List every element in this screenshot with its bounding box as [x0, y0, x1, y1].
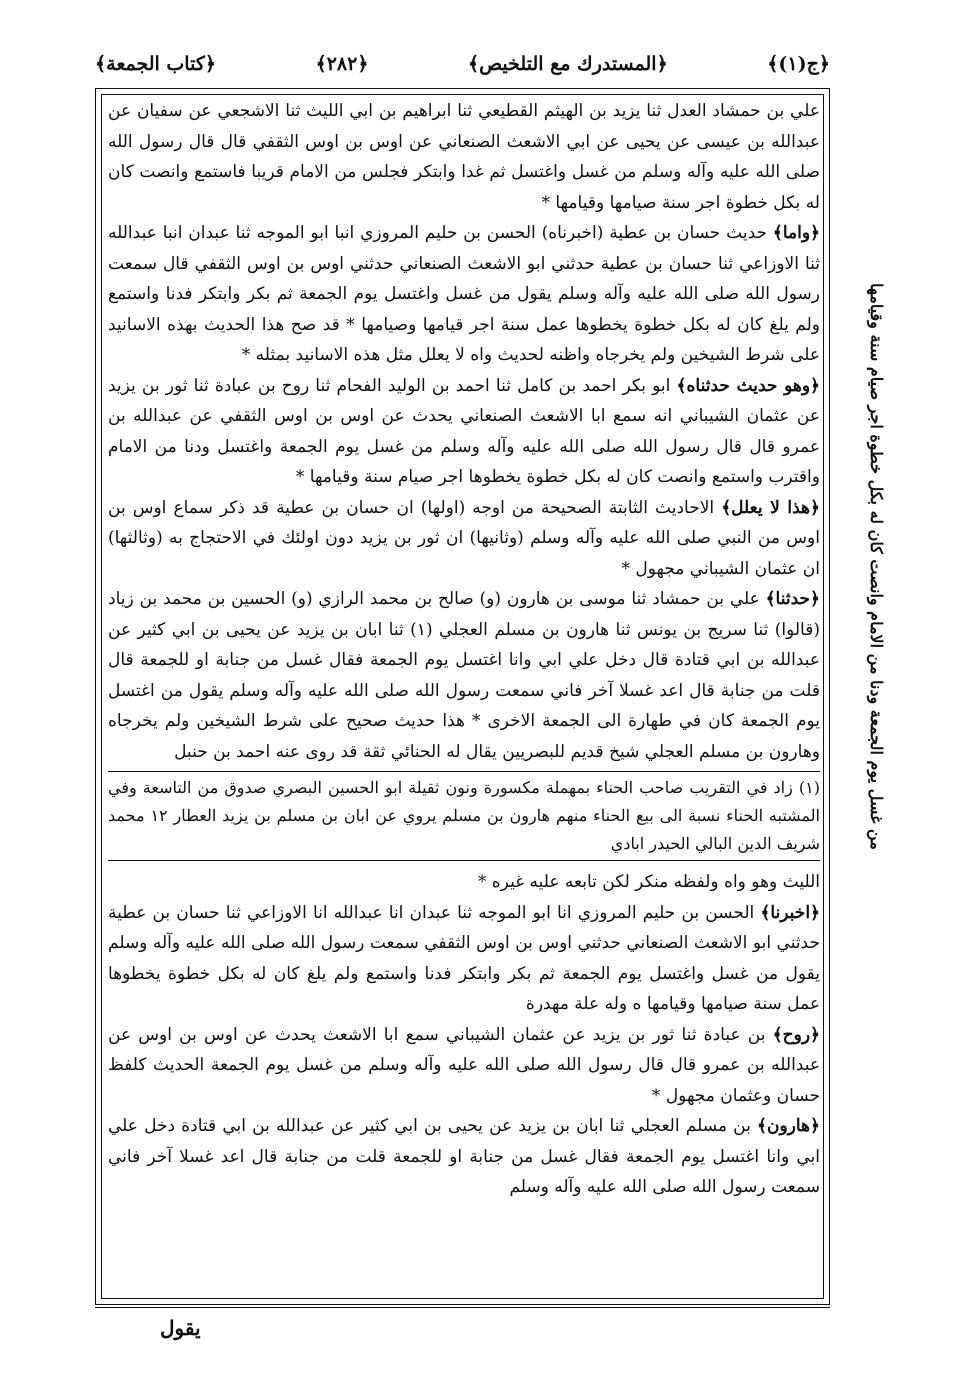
running-header [95, 42, 830, 86]
main-text [108, 96, 820, 1203]
summary-lead: ﴿هارون﴾ [757, 1116, 820, 1136]
summary-text: بن مسلم العجلي ثنا ابان بن يزيد عن يحيى بن ابي كثير عن عبدالله بن ابي قتادة دخل علي ابي وانا اغتسل يوم الجمعة فقال غسل من جنابة او للجمعة قلت من جنابة قال اعد غسلا آخر فاني سمعت رسول الله صلى الله عليه وآله وسلم [108, 1116, 820, 1197]
paragraph-continuation: الليث وهو واه ولفظه منكر لكن تابعه عليه غيره * [477, 872, 820, 892]
bottom-rule [95, 1307, 830, 1308]
volume-label: ﴿ج(١)﴾ [767, 53, 830, 75]
paragraph [108, 584, 820, 767]
margin-note: من غسل يوم الجمعة ودنا من الامام وانصت كان له بكل خطوة اجر صيام سنة وقيامها [867, 283, 886, 850]
summary-lead: ﴿روح﴾ [772, 1024, 820, 1045]
summary-lead: ﴿اخبرنا﴾ [760, 902, 820, 923]
paragraph-lead: ﴿حدثنا﴾ [765, 589, 820, 609]
paragraph-lead: ﴿وهو حديث حدثناه﴾ [676, 375, 821, 396]
summary-entry [108, 1020, 820, 1112]
summary-entry [108, 1111, 820, 1203]
footnote-block [108, 771, 820, 861]
paragraph-text: حديث حسان بن عطية (اخبرناه) الحسن بن حليم المروزي انبا ابو الموجه ثنا عبدان انبا عبدالله ثنا الاوزاعي ثنا حسان بن عطية حدثني ابو الاشعث الصنعاني حدثني اوس بن اوس الثقفي قال سمعت رسول الله صلى الله عليه وآله وسلم يقول من غسل واغتسل يوم الجمعة ثم بكر وابتكر فدنا واستمع ولم يلغ كان له بكل خطوة يخطوها عمل سنة اجر قيامها وصيامها * قد صح هذا الحديث بهذه الاسانيد على شرط الشيخين ولم يخرجاه واظنه لحديث واه لا يعلل مثل هذه الاسانيد بمثله * [108, 223, 820, 365]
paragraph-text: علي بن حمشاد ثنا موسى بن هارون (و) صالح بن محمد الرازي (و) الحسين بن محمد بن زياد (قالوا) ثنا سريج بن يونس ثنا هارون بن مسلم العجلي (١) ثنا ابان بن يزيد عن يحيى بن ابي كثير عن عبدالله بن ابي قتادة قال دخل علي ابي وانا اغتسل يوم الجمعة فقال غسل من جنابة او للجمعة قال قلت من جنابة قال اعد غسلا آخر فاني سمعت رسول الله صلى الله عليه وآله وسلم يقول من اغتسل يوم الجمعة كان في طهارة الى الجمعة الاخرى * هذا حديث صحيح على شرط الشيخين ولم يخرجاه وهارون بن مسلم العجلي شيخ قديم للبصريين يقال له الحنائي ثقة قد روى عنه احمد بن حنبل [108, 589, 820, 762]
paragraph [108, 371, 820, 493]
paragraph-text: علي بن حمشاد العدل ثنا يزيد بن الهيثم القطيعي ثنا ابراهيم بن ابي الليث ثنا الاشجعي عن سفيان عن عبدالله بن عيسى عن يحيى عن ابي الاشعث الصنعاني عن اوس بن اوس الثقفي قال قال رسول الله صلى الله عليه وآله وسلم من غسل واغتسل ثم غدا وابتكر فجلس من الامام قريبا فاستمع وانصت كان له بكل خطوة اجر سنة صيامها وقيامها * [108, 101, 820, 213]
summary-entry [108, 898, 820, 1020]
summary-text: بن عبادة ثنا ثور بن يزيد عن عثمان الشيباني سمع ابا الاشعث يحدث عن اوس بن اوس عن عبدالله بن عمرو قال قال رسول الله صلى الله عليه وآله وسلم من غسل يوم الجمعة الحديث كلفظ حسان وعثمان مجهول * [108, 1024, 820, 1106]
paragraph [108, 96, 820, 218]
paragraph [108, 493, 820, 585]
page-number: ﴿٢٨٢﴾ [315, 53, 369, 75]
chapter-title: ﴿كتاب الجمعة﴾ [95, 53, 217, 75]
book-title: ﴿المستدرك مع التلخيص﴾ [468, 53, 668, 75]
paragraph-text: ابو بكر احمد بن كامل ثنا احمد بن الوليد الفحام ثنا روح بن عبادة ثنا ثور بن يزيد عن عثمان الشيباني انه سمع ابا الاشعث الصنعاني يحدث عن اوس بن اوس الثقفي عن عبدالله بن عمرو قال قال رسول الله صلى الله عليه وآله وسلم من غسل يوم الجمعة واغتسل ودنا من الامام واقترب واستمع وانصت كان له بكل خطوة يخطوها اجر صيام سنة وقيامها * [108, 375, 820, 487]
paragraph [108, 218, 820, 371]
footnote: (١) زاد في التقريب صاحب الحناء بمهملة مكسورة ونون ثقيلة ابو الحسين البصري صدوق من التاسعة وفي المشتبه الحناء نسبة الى بيع الحناء منهم هارون بن مسلم يروي عن ابان بن مسلم بن يزيد العطار ١٢ محمد شريف الدين البالي الحيدر ابادي [108, 778, 820, 853]
summary-text: الحسن بن حليم المروزي انا ابو الموجه ثنا عبدان انا عبدالله انا الاوزاعي ثنا حسان بن عطية حدثني ابو الاشعث الصنعاني حدثني اوس بن اوس الثقفي سمعت رسول الله صلى الله عليه وآله وسلم يقول من غسل واغتسل يوم الجمعة ثم بكر وابتكر فدنا واستمع ولم يلغ كان له بكل خطوة يخطوها عمل سنة صيامها وقيامها ه وله علة مهدرة [108, 902, 820, 1014]
paragraph-lead: ﴿واما﴾ [772, 223, 820, 243]
paragraph-text: الاحاديث الثابتة الصحيحة من اوجه (اولها) ان حسان بن عطية قد ذكر سماع اوس بن اوس من النبي صلى الله عليه وآله وسلم (وثانيها) ان ثور بن يزيد دون اولئك في الاحتجاج به (وثالثها) ان عثمان الشيباني مجهول * [108, 497, 820, 579]
paragraph-lead: ﴿هذا لا يعلل﴾ [721, 497, 820, 518]
catchword: يقول [160, 1316, 201, 1340]
